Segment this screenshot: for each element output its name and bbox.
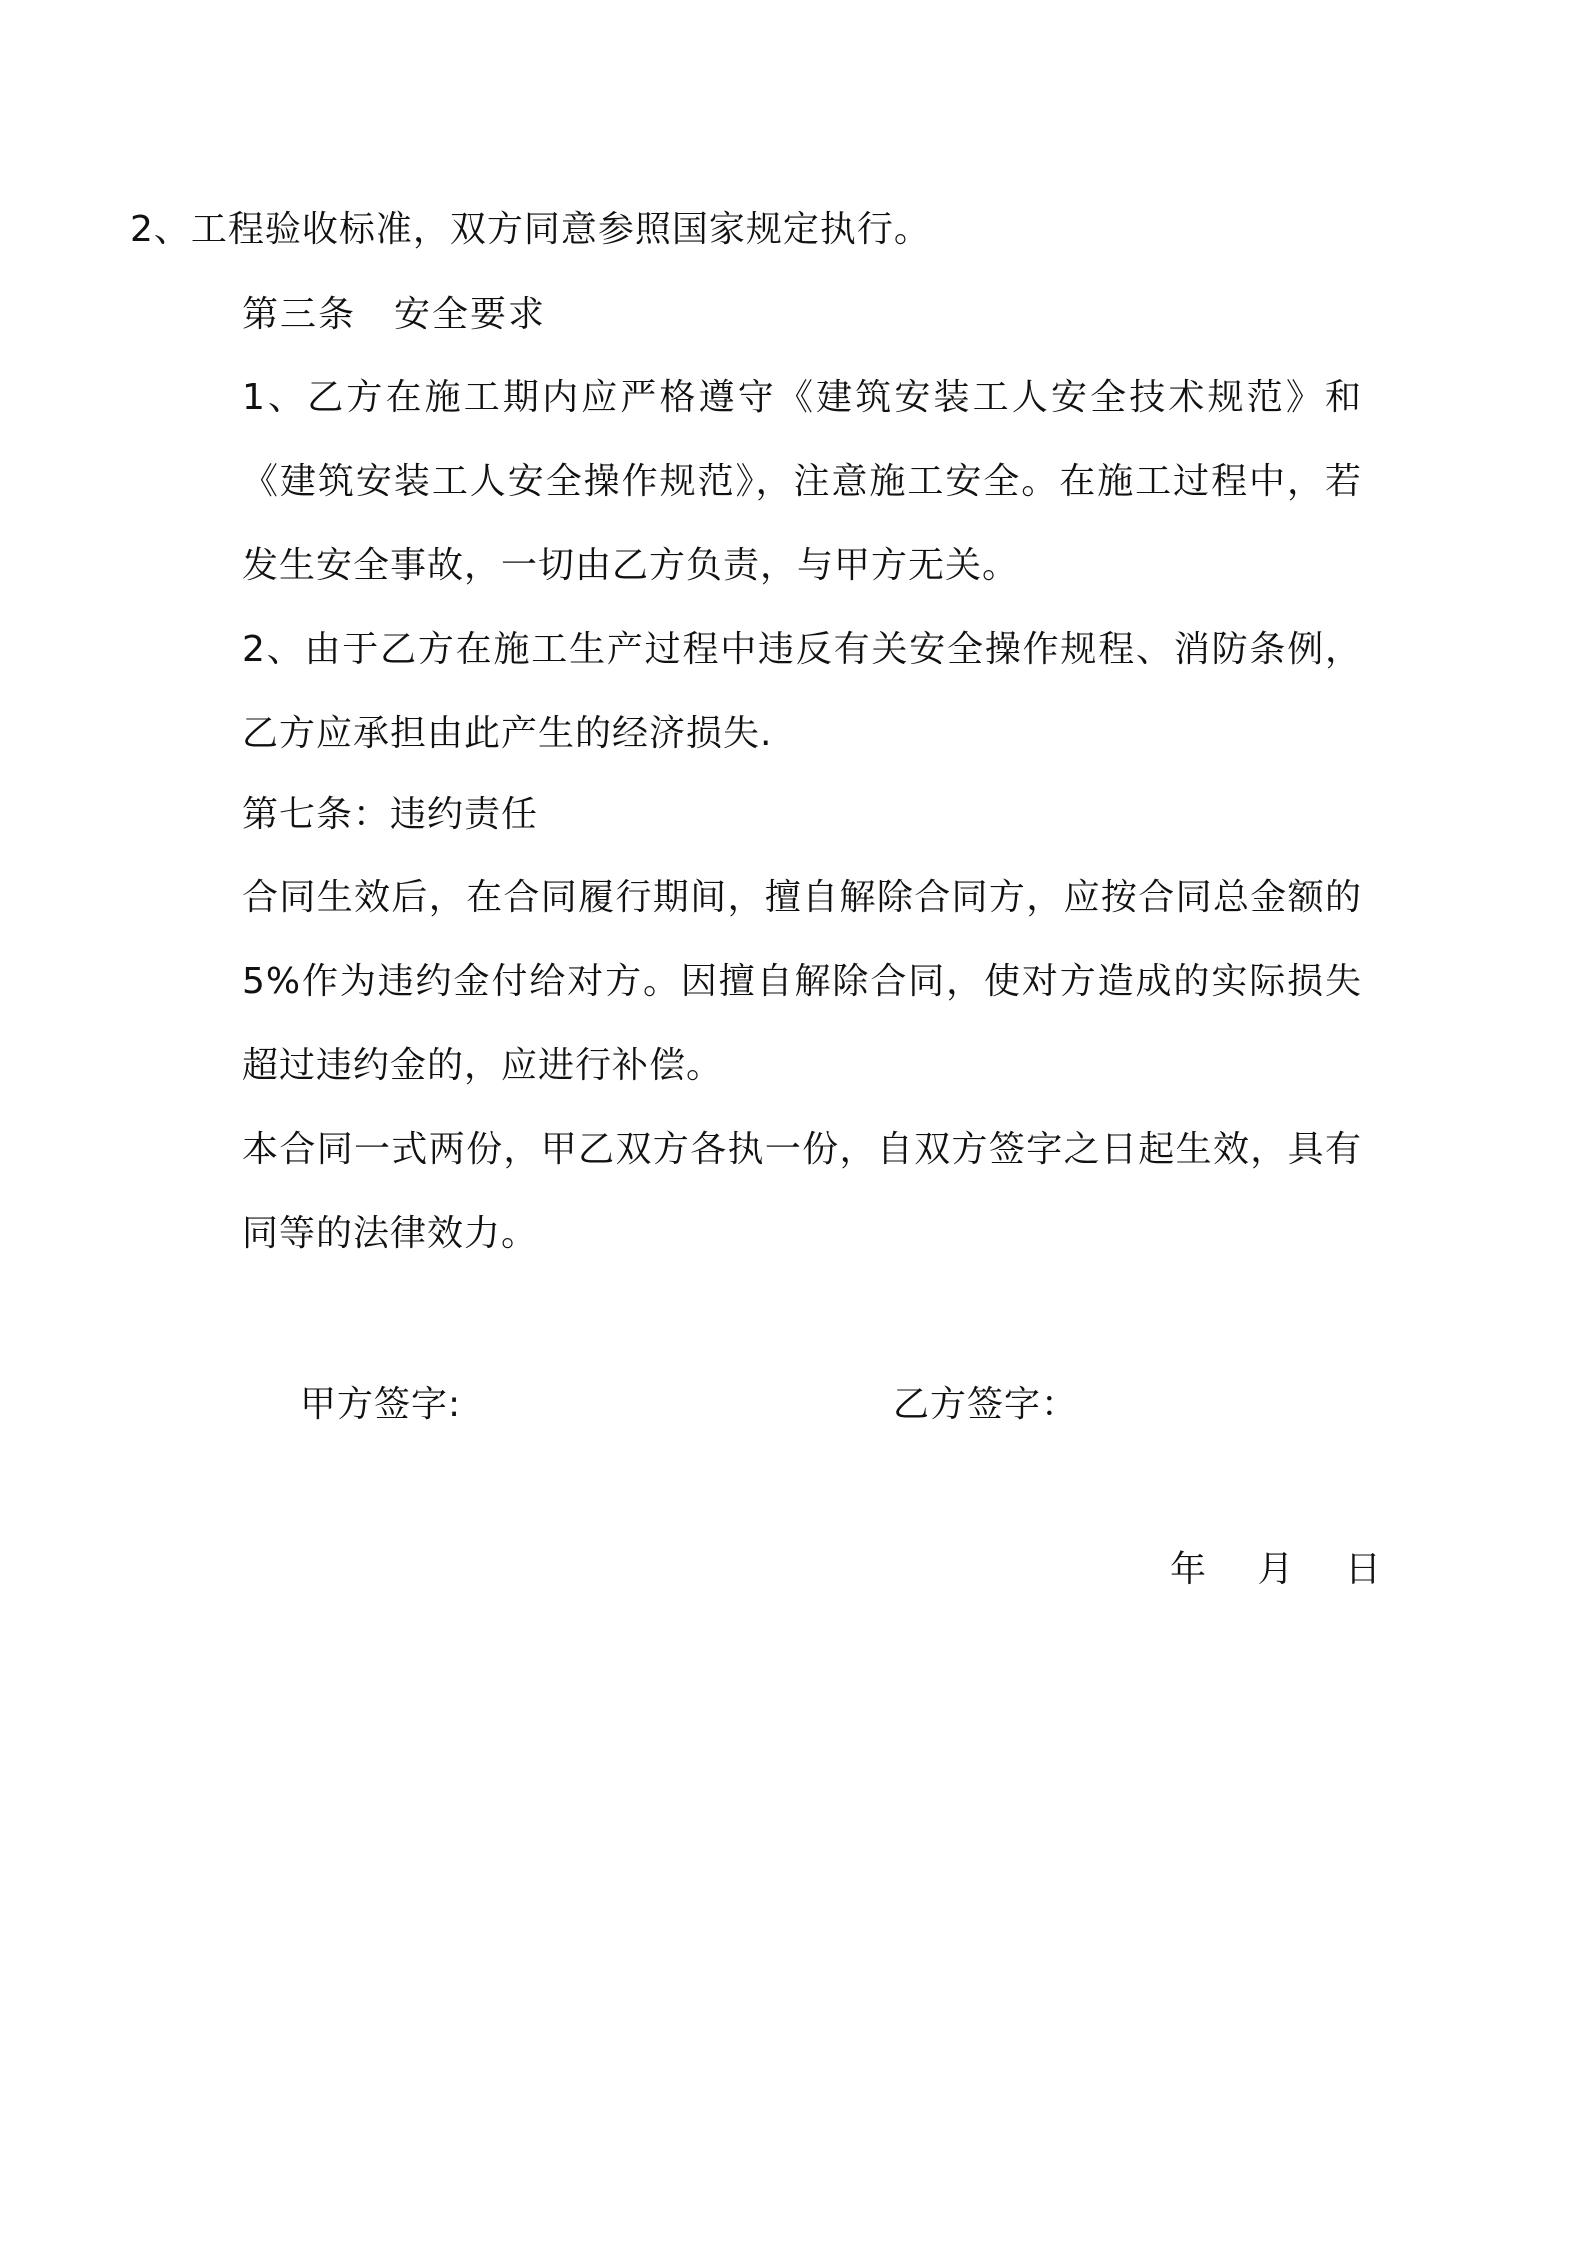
article-7-heading: 第七条：违约责任 bbox=[242, 794, 539, 835]
date-year-label: 年 bbox=[1170, 1549, 1208, 1590]
date-day-label: 日 bbox=[1344, 1549, 1382, 1590]
article-7-body: 合同生效后，在合同履行期间，擅自解除合同方，应按合同总金额的5%作为违约金付给对方。因擅自解除合同，使对方造成的实际损失超过违约金的，应进行补偿。 bbox=[242, 877, 1362, 1086]
acceptance-standard-line: 2、工程验收标准，双方同意参照国家规定执行。 bbox=[130, 209, 931, 250]
party-a-signature-label: 甲方签字: bbox=[300, 1384, 462, 1425]
date-month-label: 月 bbox=[1257, 1549, 1295, 1590]
article-3-item-1: 1、乙方在施工期内应严格遵守《建筑安装工人安全技术规范》和《建筑安装工人安全操作规范》，注意施工安全。在施工过程中，若发生安全事故，一切由乙方负责，与甲方无关。 bbox=[242, 377, 1362, 586]
article-3-item-2: 2、由于乙方在施工生产过程中违反有关安全操作规程、消防条例，乙方应承担由此产生的经济损失. bbox=[242, 629, 1362, 754]
closing-clause: 本合同一式两份，甲乙双方各执一份，自双方签字之日起生效，具有同等的法律效力。 bbox=[242, 1129, 1362, 1254]
party-b-signature-label: 乙方签字： bbox=[893, 1384, 1079, 1425]
article-3-heading: 第三条 安全要求 bbox=[242, 294, 547, 335]
signing-date bbox=[1170, 1545, 1382, 1595]
